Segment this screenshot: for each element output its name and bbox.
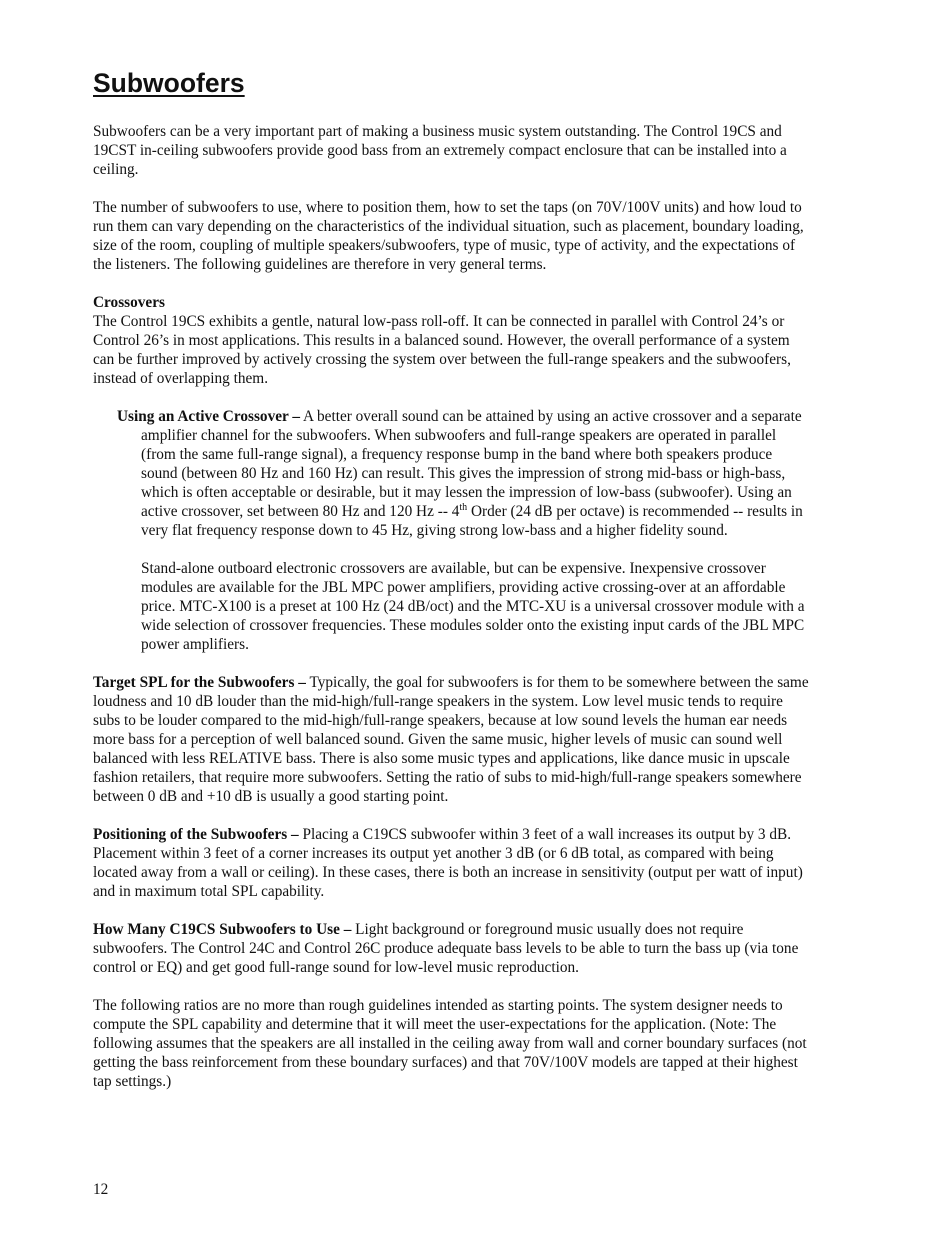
positioning-paragraph — [93, 825, 811, 901]
body-content — [93, 122, 811, 1110]
target-spl-paragraph — [93, 673, 811, 806]
how-many-text: Light background or foreground music usually does not require subwoofers. The Control 24C and Control 26C produce adequate bass levels to be able to turn the bass up (via tone control or EQ) and get good full-range sound for low-level music reproduction. — [93, 921, 799, 976]
crossovers-heading — [93, 293, 811, 312]
intro-paragraph-2: The number of subwoofers to use, where to position them, how to set the taps (on 70V/100V units) and how loud to run them can vary depending on the characteristics of the individual situation, such as placement, boundary loading, size of the room, coupling of multiple speakers/subwoofers, type of music, type of activity, and the expectations of the listeners. The following guidelines are therefore in very general terms. — [93, 199, 804, 273]
active-crossover-text-b: Order (24 dB per octave) is recommended -- results in very flat frequency response down to 45 Hz, giving strong low-bass and a higher fidelity sound. — [141, 503, 803, 539]
target-spl-text: Typically, the goal for subwoofers is for them to be somewhere between the same loudness and 10 dB louder than the mid-high/full-range speakers in the system. Low level music tends to require subs to be louder compared to the mid-high/full-range speakers, because at low sound levels the human ear needs more bass for a perception of well balanced sound. Given the same music, higher levels of music can sound well balanced with less RELATIVE bass. There is also some music types and applications, like dance music in upscale fashion retailers, that require more subwoofers. Setting the ratio of subs to mid-high/full-range speakers somewhere between 0 dB and +10 dB is usually a good starting point. — [93, 674, 809, 805]
how-many-label: How Many C19CS Subwoofers to Use – — [93, 921, 352, 938]
positioning-label: Positioning of the Subwoofers – — [93, 826, 299, 843]
ordinal-suffix: th — [459, 502, 468, 513]
how-many-paragraph — [93, 920, 811, 977]
target-spl-label: Target SPL for the Subwoofers – — [93, 674, 306, 691]
crossovers-heading-text: Crossovers — [93, 294, 165, 311]
ratios-paragraph: The following ratios are no more than rough guidelines intended as starting points. The system designer needs to compute the SPL capability and determine that it will meet the user-expectations for the application. (Note: The following assumes that the speakers are all installed in the ceiling away from wall and corner boundary surfaces (not getting the bass reinforcement from these boundary surfaces) and that 70V/100V models are tapped at their highest tap settings.) — [93, 997, 807, 1090]
standalone-crossover-paragraph: Stand-alone outboard electronic crossovers are available, but can be expensive. Inexpensive crossover modules are available for the JBL MPC power amplifiers, providing active crossing-over at an affordable price. MTC-X100 is a preset at 100 Hz (24 dB/oct) and the MTC-XU is a universal crossover module with a wide selection of crossover frequencies. These modules solder onto the existing input cards of the JBL MPC power amplifiers. — [141, 560, 805, 653]
active-crossover-paragraph — [117, 407, 811, 540]
page-number: 12 — [93, 1181, 109, 1198]
crossovers-paragraph: The Control 19CS exhibits a gentle, natural low-pass roll-off. It can be connected in parallel with Control 24’s or Control 26’s in most applications. This results in a balanced sound. However, the overall performance of a system can be further improved by actively crossing the system over between the full-range speakers and the subwoofers, instead of overlapping them. — [93, 313, 791, 387]
page-title: Subwoofers — [93, 68, 245, 98]
active-crossover-text-a: A better overall sound can be attained by using an active crossover and a separate amplifier channel for the subwoofers. When subwoofers and full-range speakers are operated in parallel (from the same full-range signal), a frequency response bump in the band where both speakers produce sound (between 80 Hz and 160 Hz) can result. This gives the impression of strong mid-bass or high-bass, which is often acceptable or desirable, but it may lessen the impression of low-bass (subwoofer). Using an active crossover, set between 80 Hz and 120 Hz -- 4 — [141, 408, 802, 520]
intro-paragraph-1: Subwoofers can be a very important part of making a business music system outstanding. The Control 19CS and 19CST in-ceiling subwoofers provide good bass from an extremely compact enclosure that can be installed into a ceiling. — [93, 123, 787, 178]
positioning-text: Placing a C19CS subwoofer within 3 feet of a wall increases its output by 3 dB. Placement within 3 feet of a corner increases its output yet another 3 dB (or 6 dB total, as compared with being located away from a wall or ceiling). In these cases, there is both an increase in sensitivity (output per watt of input) and in maximum total SPL capability. — [93, 826, 803, 900]
active-crossover-label: Using an Active Crossover – — [117, 408, 300, 425]
